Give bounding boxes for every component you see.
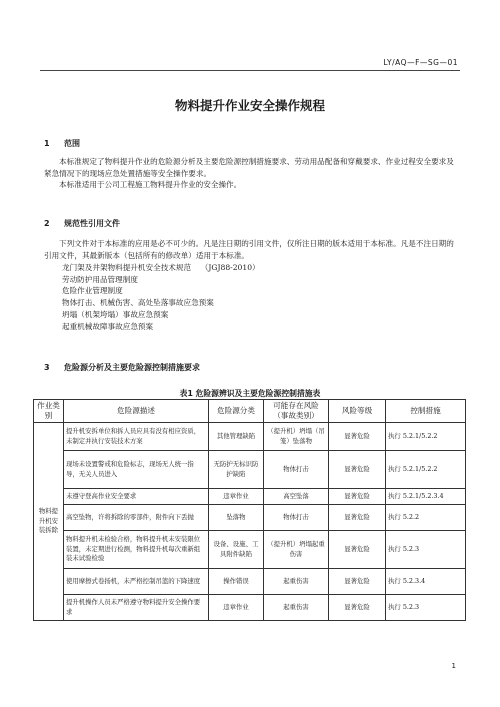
risk-cell: （提升机）坍塌（吊笼）坠落物 (264, 423, 329, 451)
category-cell: 物料提升机安装拆除 (34, 423, 64, 621)
risk-cell: 物体打击 (264, 451, 329, 489)
control-cell: 执行 5.2.1/5.2.3.4 (386, 489, 466, 505)
hazard-class-cell: 违章作业 (209, 489, 264, 505)
section-title: 危险源分析及主要危险源控制措施要求 (64, 363, 200, 372)
level-cell: 显著危险 (329, 489, 386, 505)
risk-cell: 起重伤害 (264, 569, 329, 595)
scope-body (44, 156, 458, 191)
control-cell: 执行 5.2.1/5.2.2 (386, 451, 466, 489)
risk-cell: 物体打击 (264, 505, 329, 531)
header-control: 控制措施 (386, 400, 466, 423)
section-title: 规范性引用文件 (64, 219, 120, 228)
page-title: 物料提升作业安全操作规程 (174, 98, 325, 113)
reference-item: 危险作业管理制度 (62, 286, 123, 296)
level-cell: 显著危险 (329, 531, 386, 569)
description-cell: 使用摩擦式卷扬机，未严格控制吊篮的下降速度 (64, 569, 209, 595)
risk-cell: 起重伤害 (264, 595, 329, 621)
hazard-class-cell: 坠落物 (209, 505, 264, 531)
table-row (34, 451, 466, 489)
reference-item: 起重机械故障事故应急预案 (62, 321, 154, 331)
risk-cell: 高空坠落 (264, 489, 329, 505)
header-risk: 可能存在风险（事故类别） (264, 400, 329, 423)
level-cell: 显著危险 (329, 569, 386, 595)
description-cell: 物料提升机未检验合格，物料提升机未安装限位装置，未定期进行检测，物料提升机每次重新组装未试验检验 (64, 531, 209, 569)
reference-item: 劳动防护用品管理制度 (62, 274, 138, 284)
hazard-class-cell: 无防护无标识防护缺陷 (209, 451, 264, 489)
table-row (34, 531, 466, 569)
section-heading-references (44, 218, 120, 229)
reference-item: 物体打击、机械伤害、高处坠落事故应急预案 (62, 298, 214, 308)
section-number: 3 (44, 363, 50, 372)
level-cell: 显著危险 (329, 451, 386, 489)
references-body (44, 238, 458, 261)
hazard-table (33, 399, 466, 621)
level-cell: 显著危险 (329, 505, 386, 531)
table-row (34, 595, 466, 621)
header-level: 风险等级 (329, 400, 386, 423)
risk-cell: （提升机）坍塌起重伤害 (264, 531, 329, 569)
scope-paragraph: 本标准适用于公司工程施工物料提升作业的安全操作。 (59, 180, 242, 189)
scope-paragraph: 本标准规定了物料提升作业的危险源分析及主要危险源控制措施要求、劳动用品配备和穿戴要求、作业过程安全要求及紧急情况下的现场应急处置措施等安全操作要求。 (44, 157, 454, 178)
control-cell: 执行 5.2.1/5.2.2 (386, 423, 466, 451)
reference-item: 坍塌（机架垮塌）事故应急预案 (62, 309, 169, 319)
section-number: 2 (44, 219, 50, 228)
section-title: 范围 (64, 139, 80, 148)
description-cell: 提升机操作人员未严格遵守物料提升安全操作要求 (64, 595, 209, 621)
level-cell: 显著危险 (329, 423, 386, 451)
description-cell: 未遵守登高作业安全要求 (64, 489, 209, 505)
hazard-class-cell: 违章作业 (209, 595, 264, 621)
control-cell: 执行 5.2.2 (386, 505, 466, 531)
table-header-row (34, 400, 466, 423)
hazard-class-cell: 设备、设施、工具附件缺陷 (209, 531, 264, 569)
section-heading-scope (44, 138, 80, 149)
header-rule (40, 70, 460, 71)
hazard-class-cell: 操作错误 (209, 569, 264, 595)
table-row (34, 423, 466, 451)
page-number: 1 (451, 662, 456, 670)
control-cell: 执行 5.2.3 (386, 595, 466, 621)
section-heading-hazards (44, 362, 200, 373)
reference-item: 龙门架及井架物料提升机安全技术规范 （JGJ88-2010） (62, 263, 260, 272)
control-cell: 执行 5.2.3 (386, 531, 466, 569)
table-row (34, 489, 466, 505)
document-code: LY/AQ—F—SG—01 (383, 58, 458, 67)
section-number: 1 (44, 139, 50, 148)
description-cell: 现场未设置警戒和危险标志，现场无人统一指导，无关人员进入 (64, 451, 209, 489)
description-cell: 高空坠物，许将拆除的零部件，附件向下丢抛 (64, 505, 209, 531)
level-cell: 显著危险 (329, 595, 386, 621)
table-caption: 表1 危险源辨识及主要危险源控制措施表 (179, 389, 321, 398)
table-row (34, 505, 466, 531)
header-category: 作业类别 (34, 400, 64, 423)
table-row (34, 569, 466, 595)
references-paragraph: 下列文件对于本标准的应用是必不可少的。凡是注日期的引用文件，仅所注日期的版本适用于本标准。凡是不注日期的引用文件，其最新版本（包括所有的修改单）适用于本标准。 (44, 239, 454, 260)
reference-list (62, 262, 260, 332)
header-hazard-class: 危险源分类 (209, 400, 264, 423)
header-description: 危险源描述 (64, 400, 209, 423)
control-cell: 执行 5.2.3.4 (386, 569, 466, 595)
hazard-class-cell: 其他管理缺陷 (209, 423, 264, 451)
description-cell: 提升机安拆单位和拆人员应具有没有相应资质，未制定并执行安装技术方案 (64, 423, 209, 451)
